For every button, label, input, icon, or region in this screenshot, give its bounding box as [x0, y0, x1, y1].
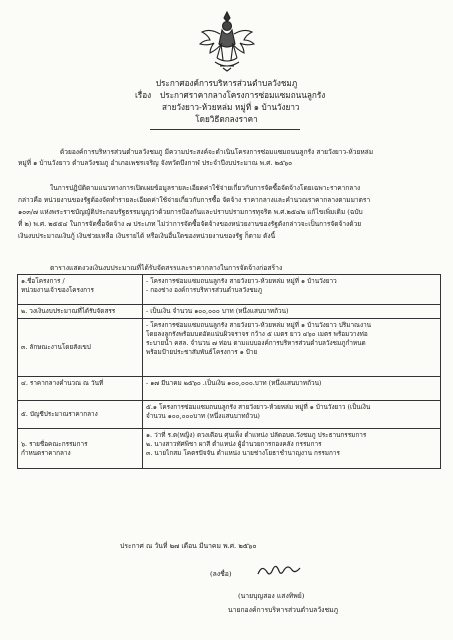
header-divider: [150, 129, 300, 130]
row-value-line: - โครงการซ่อมแซมถนนลูกรัง สายวังยาว-ห้วยหล่ม หมู่ที่ ๑ บ้านวังยาว: [146, 277, 337, 285]
body-line-4: ที่ ๒) พ.ศ. ๒๕๕๔ ในการจัดซื้อจัดจ้าง ๗ ประเภท ไม่ว่าการจัดซื้อจัดจ้างของหน่วยงานของรัฐดังกล่าวจะเป็นการจัดจ้างด้วย: [18, 220, 362, 228]
row-label: ๑.ชื่อโครงการ /: [21, 277, 65, 285]
row-value-line: - ๑๗ มีนาคม ๒๕๖๐ .เป็นเงิน ๑๐๐,๐๐๐.บาท (หนึ่งแสนบาทถ้วน): [146, 379, 322, 387]
row-value-cell: [143, 401, 441, 429]
row-label: ๔. ราคากลางคำนวณ ณ วันที่: [21, 379, 104, 387]
row-value-line: โดยลงลูกรังพร้อมบดอัดแน่นผิวจราจร กว้าง ๕ เมตร ยาว ๔๖๐ เมตร พร้อมวางท่อ: [146, 330, 368, 338]
row-value-line: ๕.๑ โครงการซ่อมแซมถนนลูกรัง สายวังยาว-ห้วยหล่ม หมู่ที่ ๑ บ้านวังยาว (เป็นเงิน: [146, 403, 371, 411]
table-row: [18, 429, 441, 469]
body-line-2: กล่าวคือ หน่วยงานของรัฐต้องจัดทำรายละเอียดค่าใช้จ่ายเกี่ยวกับการซื้อ จัดจ้าง ราคากลางและคำนวณราคากลางตามมาตรา: [18, 196, 371, 204]
row-value-line: จำนวน ๑๐๐,๐๐๐บาท (หนึ่งแสนบาทถ้วน): [146, 412, 260, 420]
budget-table: [17, 274, 441, 469]
row-value-cell: [143, 319, 441, 377]
sign-label: (ลงชื่อ): [210, 570, 232, 578]
row-value-line: - เป็นเงิน จำนวน ๑๐๐,๐๐๐ บาท (หนึ่งแสนบาทถ้วน): [146, 307, 289, 315]
subject-line2: สายวังยาว-ห้วยหล่ม หมู่ที่ ๑ บ้านวังยาว: [162, 102, 300, 112]
row-value-line: - โครงการซ่อมแซมถนนลูกรัง สายวังยาว-ห้วยหล่ม หมู่ที่ ๑ บ้านวังยาว ปริมาณงาน: [146, 321, 372, 329]
body-line-5: เงินงบประมาณเงินกู้ เงินช่วยเหลือ เงินรายได้ หรือเงินอื่นใดของหน่วยงานของรัฐ ก็ตาม ดังนี้: [18, 232, 276, 240]
intro-line-2: หมู่ที่ ๑ บ้านวังยาว ตำบลวังชมภู อำเภอเพชรเจริญ จังหวัดบึงกาฬ ประจำปีงบประมาณ พ.ศ. ๒๕๖๐: [18, 159, 293, 167]
row-value-line: พร้อมป้ายประชาสัมพันธ์โครงการ ๑ ป้าย: [146, 348, 258, 356]
row-value-line: ๒. นางสาวทัศพิชา ผาสี ตำแหน่ง ผู้อำนวยการกองคลัง กรรมการ: [146, 440, 322, 448]
row-label-2: กำหนดราคากลาง: [21, 448, 71, 457]
body-line-1: ในการปฏิบัติตามแนวทางการเปิดเผยข้อมูลรายละเอียดค่าใช้จ่ายเกี่ยวกับการจัดซื้อจัดจ้างโดยเฉพาะราคากลาง: [50, 184, 361, 192]
row-value-line: ๓. นายไกสม โคตรปัจจัน ตำแหน่ง นายช่างโยธาชำนาญงาน กรรมการ: [146, 449, 340, 457]
row-value-cell: [143, 275, 441, 305]
subject-text: ประกาศราคากลางโครงการซ่อมแซมถนนลูกรัง: [160, 90, 326, 100]
row-value-line: ระบายน้ำ คสล. จำนวน ๗ ท่อน ตามแบบองค์การบริหารส่วนตำบลวังชมภูกำหนด: [146, 339, 366, 347]
signer-position: นายกองค์การบริหารส่วนตำบลวังชมภู: [228, 606, 339, 614]
row-value-cell: [143, 377, 441, 401]
row-value-line: - กองช่าง องค์การบริหารส่วนตำบลวังชมภู: [146, 286, 262, 294]
row-label-cell: [18, 429, 143, 469]
table-row: [18, 377, 441, 401]
intro-line-1: ด้วยองค์การบริหารส่วนตำบลวังชมภู มีความประสงค์จะดำเนินโครงการซ่อมแซมถนนลูกรัง สายวังยาว-ห้วยหล่ม: [60, 148, 374, 156]
method-line: โดยวิธีตกลงราคา: [195, 114, 258, 124]
row-value-cell: [143, 429, 441, 469]
row-value-line: ๑. ว่าที่ ร.ต(หญิง) ดวงเดือน ศุนเพ็ง ตำแหน่ง ปลัดอบต.วังชมภู ประธานกรรมการ: [146, 431, 367, 439]
row-value-cell: [143, 305, 441, 319]
row-label-cell: [18, 305, 143, 319]
row-label-cell: [18, 275, 143, 305]
row-label-cell: [18, 319, 143, 377]
row-label: ๕. บัญชีประมาณราคากลาง: [21, 410, 98, 418]
announce-date: ประกาศ ณ วันที่ ๒๗ เดือน มีนาคม พ.ศ. ๒๕๖๐: [120, 542, 257, 550]
table-row: [18, 401, 441, 429]
row-label-cell: [18, 377, 143, 401]
row-label: ๓. ลักษณะงานโดยสังเขป: [21, 343, 91, 351]
subject-label: เรื่อง: [135, 90, 152, 100]
handwritten-signature: [255, 562, 307, 580]
row-label-cell: [18, 401, 143, 429]
table-caption: ตารางแสดงวงเงินงบประมาณที่ได้รับจัดสรรและราคากลางในการจัดจ้างก่อสร้าง: [50, 264, 283, 272]
row-label-2: หน่วยงานเจ้าของโครงการ: [21, 286, 94, 294]
table-row: [18, 275, 441, 305]
row-label: ๖. รายชื่อคณะกรรมการ: [21, 439, 88, 448]
garuda-emblem-icon: [198, 8, 256, 72]
table-row: [18, 305, 441, 319]
table-row: [18, 319, 441, 377]
row-label: ๒. วงเงินงบประมาณที่ได้รับจัดสรร: [21, 307, 116, 315]
body-line-3: ๑๐๓/๗ แห่งพระราชบัญญัติประกอบรัฐธรรมนูญว่าด้วยการป้องกันและปราบปรามการทุจริต พ.ศ.๒๕๔๒ แก้ไขเพิ่มเติม (ฉบับ: [18, 208, 363, 216]
issuer-line: ประกาศองค์การบริหารส่วนตำบลวังชมภู: [155, 78, 298, 88]
signer-name: (นายบุญสอง แสงทิพย์): [238, 592, 305, 600]
